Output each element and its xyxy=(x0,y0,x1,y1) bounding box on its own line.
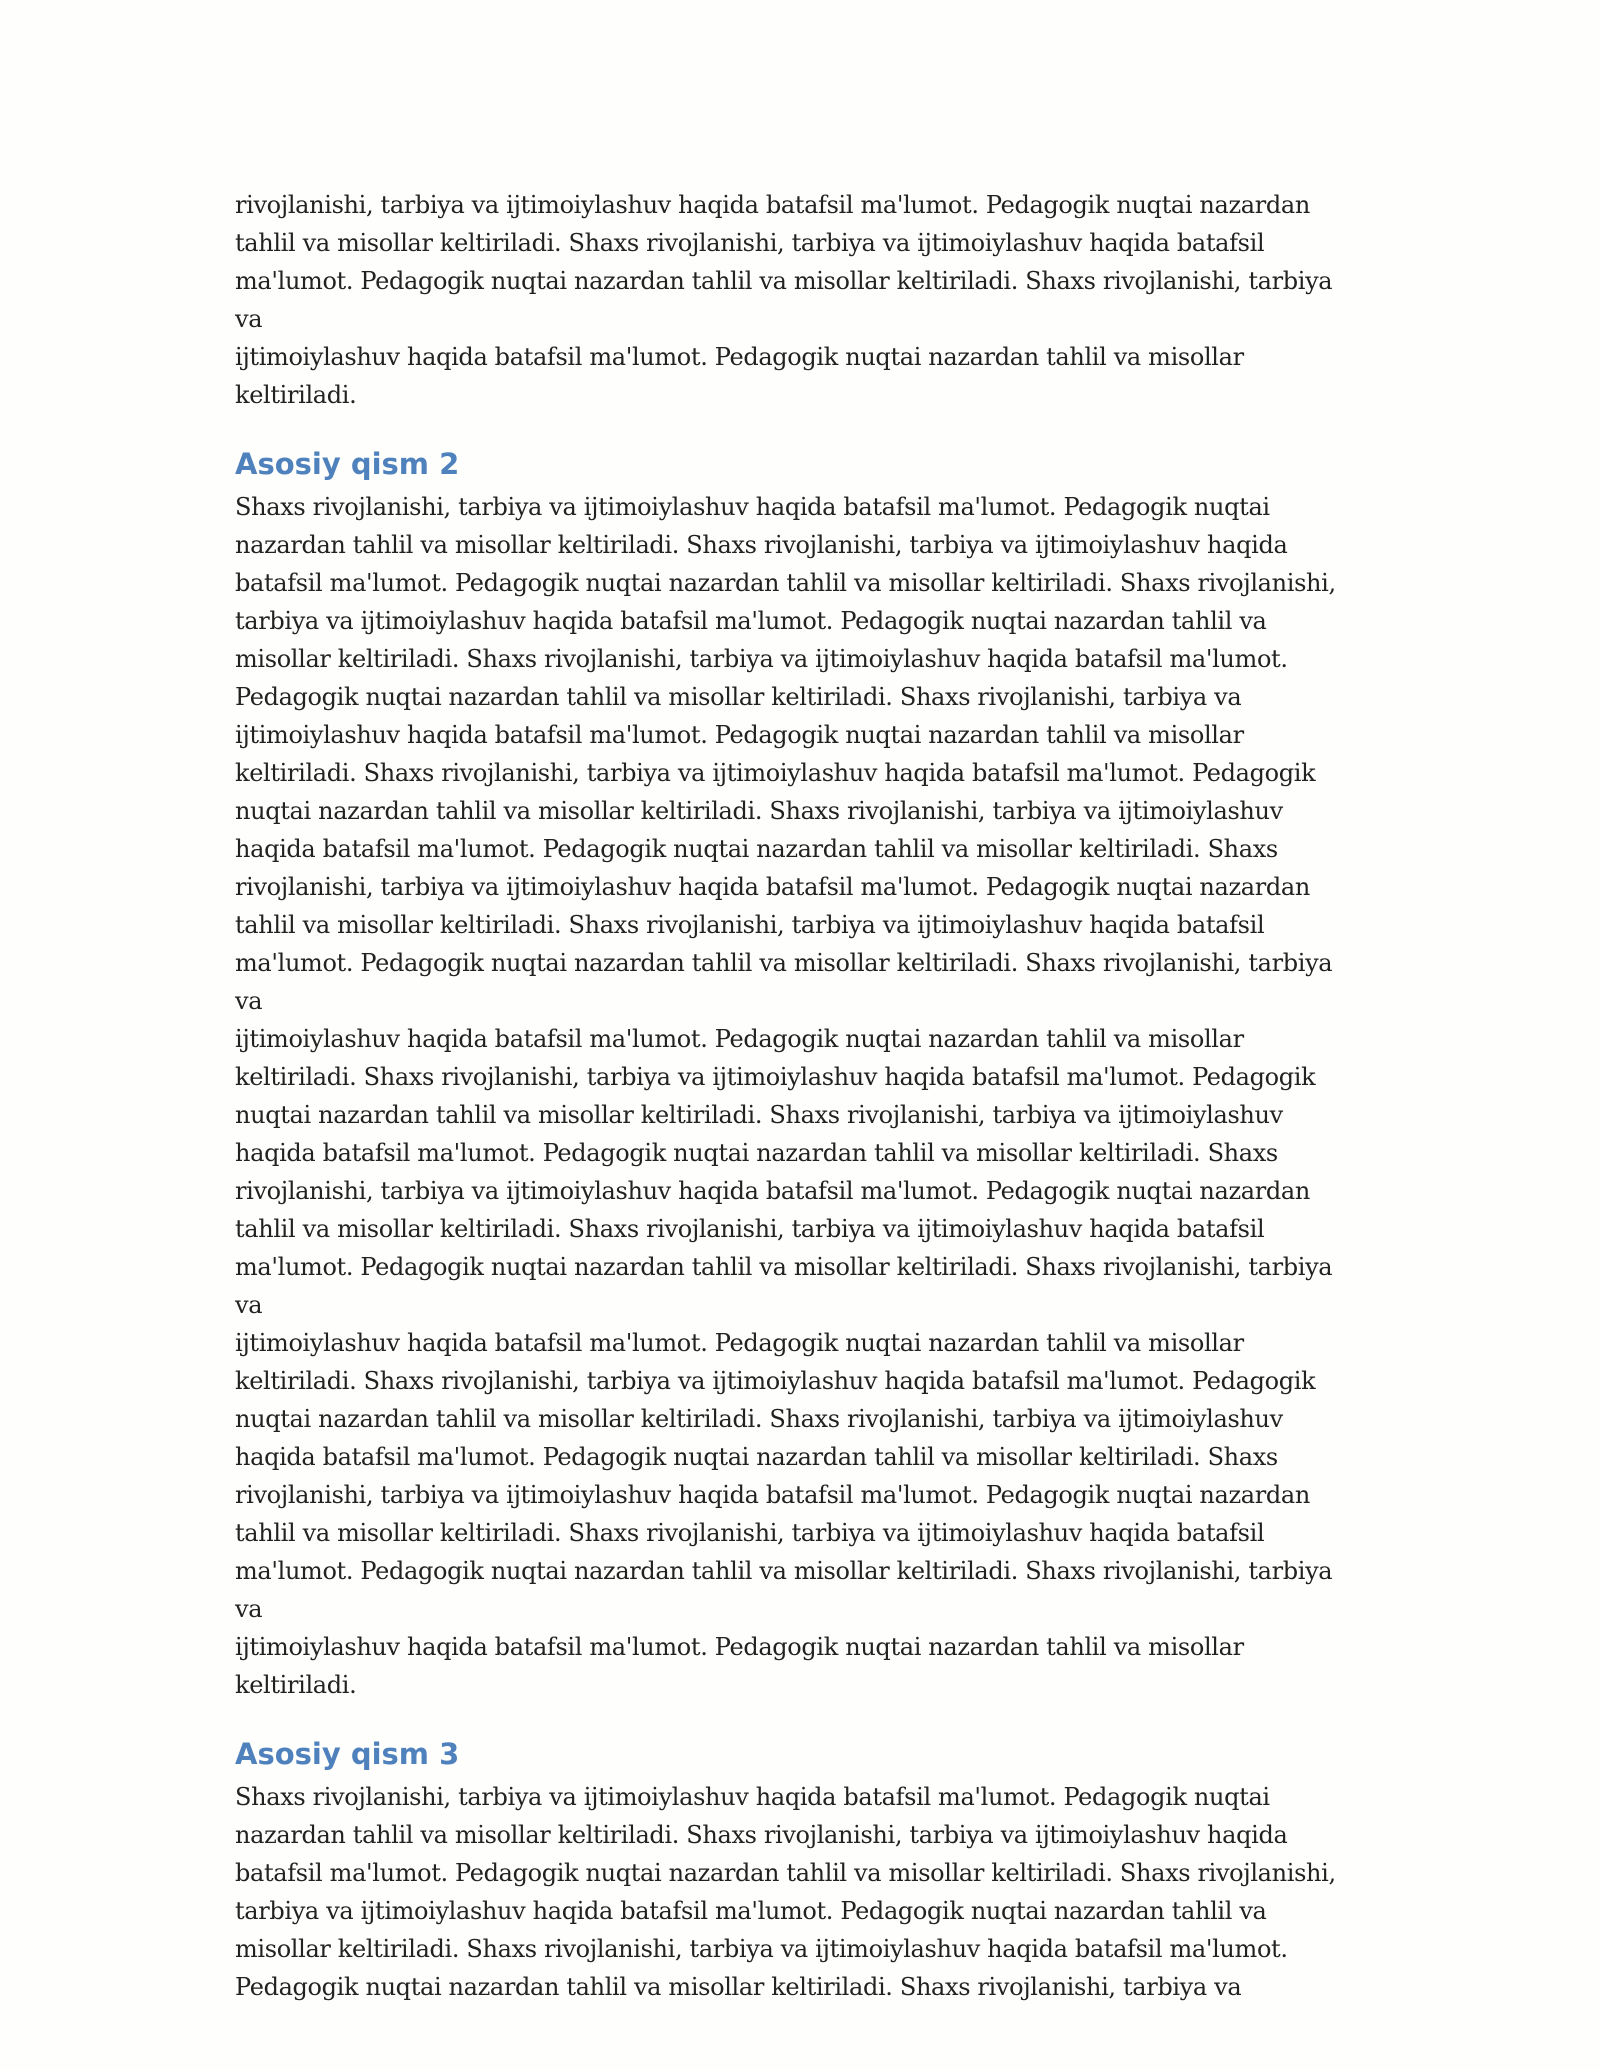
paragraph-intro-continued: rivojlanishi, tarbiya va ijtimoiylashuv haqida batafsil ma'lumot. Pedagogik nuqtai nazardan tahlil va misollar keltiriladi. Shaxs rivojlanishi, tarbiya va ijtimoiylashuv haqida batafsil ma'lumot. Pedagogik nuqtai nazardan tahlil va misollar keltiriladi. Shaxs rivojlanishi, tarbiya va ijtimoiylashuv haqida batafsil ma'lumot. Pedagogik nuqtai nazardan tahlil va misollar keltiriladi. xyxy=(235,191,1333,409)
document-body xyxy=(235,186,1365,2006)
paragraph-asosiy-qism-2: Shaxs rivojlanishi, tarbiya va ijtimoiylashuv haqida batafsil ma'lumot. Pedagogik nuqtai nazardan tahlil va misollar keltiriladi. Shaxs rivojlanishi, tarbiya va ijtimoiylashuv haqida batafsil ma'lumot. Pedagogik nuqtai nazardan tahlil va misollar keltiriladi. Shaxs rivojlanishi, tarbiya va ijtimoiylashuv haqida batafsil ma'lumot. Pedagogik nuqtai nazardan tahlil va misollar keltiriladi. Shaxs rivojlanishi, tarbiya va ijtimoiylashuv haqida batafsil ma'lumot. Pedagogik nuqtai nazardan tahlil va misollar keltiriladi. Shaxs rivojlanishi, tarbiya va ijtimoiylashuv haqida batafsil ma'lumot. Pedagogik nuqtai nazardan tahlil va misollar keltiriladi. Shaxs rivojlanishi, tarbiya va ijtimoiylashuv haqida batafsil ma'lumot. Pedagogik nuqtai nazardan tahlil va misollar keltiriladi. Shaxs rivojlanishi, tarbiya va ijtimoiylashuv haqida batafsil ma'lumot. Pedagogik nuqtai nazardan tahlil va misollar keltiriladi. Shaxs rivojlanishi, tarbiya va ijtimoiylashuv haqida batafsil ma'lumot. Pedagogik nuqtai nazardan tahlil va misollar keltiriladi. Shaxs rivojlanishi, tarbiya va ijtimoiylashuv haqida batafsil ma'lumot. Pedagogik nuqtai nazardan tahlil va misollar keltiriladi. Shaxs rivojlanishi, tarbiya va ijtimoiylashuv haqida batafsil ma'lumot. Pedagogik nuqtai nazardan tahlil va misollar keltiriladi. Shaxs rivojlanishi, tarbiya va ijtimoiylashuv haqida batafsil ma'lumot. Pedagogik nuqtai nazardan tahlil va misollar keltiriladi. Shaxs rivojlanishi, tarbiya va ijtimoiylashuv haqida batafsil ma'lumot. Pedagogik nuqtai nazardan tahlil va misollar keltiriladi. Shaxs rivojlanishi, tarbiya va ijtimoiylashuv haqida batafsil ma'lumot. Pedagogik nuqtai nazardan tahlil va misollar keltiriladi. Shaxs rivojlanishi, tarbiya va ijtimoiylashuv haqida batafsil ma'lumot. Pedagogik nuqtai nazardan tahlil va misollar keltiriladi. Shaxs rivojlanishi, tarbiya va ijtimoiylashuv haqida batafsil ma'lumot. Pedagogik nuqtai nazardan tahlil va misollar keltiriladi. Shaxs rivojlanishi, tarbiya va ijtimoiylashuv haqida batafsil ma'lumot. Pedagogik nuqtai nazardan tahlil va misollar keltiriladi. Shaxs rivojlanishi, tarbiya va ijtimoiylashuv haqida batafsil ma'lumot. Pedagogik nuqtai nazardan tahlil va misollar keltiriladi. Shaxs rivojlanishi, tarbiya va ijtimoiylashuv haqida batafsil ma'lumot. Pedagogik nuqtai nazardan tahlil va misollar keltiriladi. Shaxs rivojlanishi, tarbiya va ijtimoiylashuv haqida batafsil ma'lumot. Pedagogik nuqtai nazardan tahlil va misollar keltiriladi. Shaxs rivojlanishi, tarbiya va ijtimoiylashuv haqida batafsil ma'lumot. Pedagogik nuqtai nazardan tahlil va misollar keltiriladi. xyxy=(235,493,1336,1699)
section-spacer xyxy=(235,414,1365,444)
paragraph-asosiy-qism-3: Shaxs rivojlanishi, tarbiya va ijtimoiylashuv haqida batafsil ma'lumot. Pedagogik nuqtai nazardan tahlil va misollar keltiriladi. Shaxs rivojlanishi, tarbiya va ijtimoiylashuv haqida batafsil ma'lumot. Pedagogik nuqtai nazardan tahlil va misollar keltiriladi. Shaxs rivojlanishi, tarbiya va ijtimoiylashuv haqida batafsil ma'lumot. Pedagogik nuqtai nazardan tahlil va misollar keltiriladi. Shaxs rivojlanishi, tarbiya va ijtimoiylashuv haqida batafsil ma'lumot. Pedagogik nuqtai nazardan tahlil va misollar keltiriladi. Shaxs rivojlanishi, tarbiya va xyxy=(235,1783,1336,2001)
section-heading-asosiy-qism-3: Asosiy qism 3 xyxy=(235,1737,460,1771)
section-heading-asosiy-qism-2: Asosiy qism 2 xyxy=(235,447,460,481)
section-spacer xyxy=(235,1704,1365,1734)
